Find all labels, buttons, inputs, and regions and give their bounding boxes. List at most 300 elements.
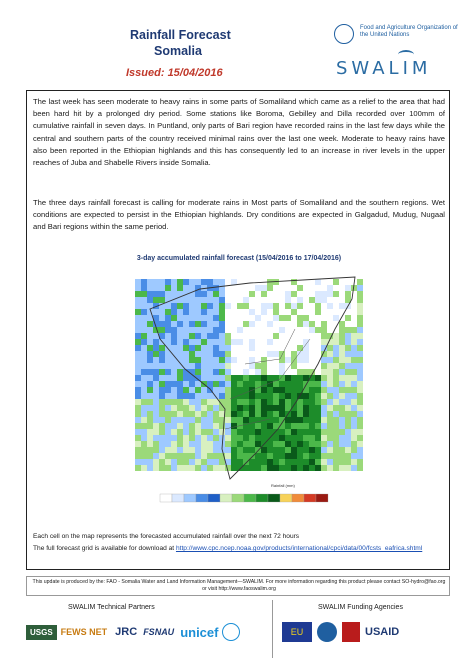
- rainfall-cell: [333, 393, 339, 399]
- rainfall-cell: [267, 417, 273, 423]
- rainfall-cell: [345, 321, 351, 327]
- footer-credit-box: [26, 576, 450, 596]
- rainfall-cell: [339, 363, 345, 369]
- title-line1: Rainfall Forecast: [130, 28, 231, 42]
- rainfall-cell: [225, 387, 231, 393]
- rainfall-cell: [225, 369, 231, 375]
- rainfall-cell: [243, 351, 249, 357]
- rainfall-cell: [141, 315, 147, 321]
- rainfall-cell: [135, 339, 141, 345]
- issued-date: Issued: 15/04/2016: [126, 67, 223, 79]
- rainfall-cell: [195, 441, 201, 447]
- rainfall-cell: [357, 459, 363, 465]
- rainfall-cell: [177, 375, 183, 381]
- rainfall-cell: [273, 393, 279, 399]
- rainfall-cell: [267, 375, 273, 381]
- rainfall-cell: [315, 369, 321, 375]
- rainfall-cell: [339, 309, 345, 315]
- rainfall-cell: [261, 333, 267, 339]
- rainfall-cell: [189, 459, 195, 465]
- rainfall-cell: [345, 453, 351, 459]
- rainfall-cell: [213, 303, 219, 309]
- rainfall-cell: [273, 375, 279, 381]
- rainfall-cell: [243, 357, 249, 363]
- rainfall-cell: [195, 429, 201, 435]
- rainfall-cell: [243, 381, 249, 387]
- rainfall-cell: [237, 327, 243, 333]
- rainfall-cell: [177, 351, 183, 357]
- rainfall-cell: [237, 285, 243, 291]
- rainfall-cell: [249, 453, 255, 459]
- rainfall-cell: [231, 285, 237, 291]
- rainfall-cell: [327, 303, 333, 309]
- rainfall-cell: [159, 429, 165, 435]
- rainfall-cell: [141, 405, 147, 411]
- legend-swatch: [292, 494, 304, 502]
- rainfall-cell: [303, 429, 309, 435]
- rainfall-cell: [243, 399, 249, 405]
- rainfall-cell: [171, 429, 177, 435]
- rainfall-cell: [213, 321, 219, 327]
- rainfall-cell: [327, 387, 333, 393]
- rainfall-cell: [243, 333, 249, 339]
- rainfall-cell: [213, 381, 219, 387]
- rainfall-cell: [159, 297, 165, 303]
- rainfall-cell: [315, 381, 321, 387]
- rainfall-cell: [297, 435, 303, 441]
- rainfall-cell: [339, 393, 345, 399]
- rainfall-cell: [339, 333, 345, 339]
- paragraph-2: The three days rainfall forecast is calling for moderate rains in Most parts of Somaliland and the southern regions. Wet conditions are expected to persist in the Ethiopian highlands. Dry conditions are expected in Galgadud, Mudug, Nugaal and Bari regions within the same period.: [33, 198, 445, 232]
- rainfall-cell: [153, 435, 159, 441]
- rainfall-cell: [165, 399, 171, 405]
- rainfall-cell: [165, 315, 171, 321]
- title-line2: Somalia: [154, 44, 202, 58]
- rainfall-cell: [195, 387, 201, 393]
- rainfall-cell: [141, 369, 147, 375]
- rainfall-cell: [255, 411, 261, 417]
- rainfall-cell: [147, 405, 153, 411]
- rainfall-cell: [339, 417, 345, 423]
- rainfall-cell: [207, 447, 213, 453]
- rainfall-cell: [243, 387, 249, 393]
- rainfall-cell: [297, 345, 303, 351]
- rainfall-cell: [165, 291, 171, 297]
- rainfall-cell: [225, 363, 231, 369]
- rainfall-cell: [207, 351, 213, 357]
- rainfall-cell: [225, 435, 231, 441]
- rainfall-cell: [153, 351, 159, 357]
- rainfall-cell: [285, 453, 291, 459]
- rainfall-cell: [315, 399, 321, 405]
- rainfall-cell: [345, 285, 351, 291]
- rainfall-cell: [213, 423, 219, 429]
- rainfall-cell: [189, 363, 195, 369]
- note-map-cells: Each cell on the map represents the forecasted accumulated rainfall over the next 72 hours: [33, 533, 300, 540]
- rainfall-cell: [201, 465, 207, 471]
- paragraph-1: The last week has seen moderate to heavy rains in some parts of Somaliland which came as a relief to the area that had been hard hit by a prolonged dry period. Some stations like Boroma, Gebilley and Dilla recorded over 100mm of cumulative rainfall in seven days. In Puntland, only parts of Bari region have recorded rains in the last few days while the central and southern parts of the country received minimal rains over the last one week. Moderate to heavy rains have also been reported in the Ethiopian highlands and this has consequently led to an increase in river levels in the upper reaches of Juba and Shabelle Rivers inside Somalia.: [33, 97, 445, 168]
- rainfall-cell: [231, 423, 237, 429]
- rainfall-cell: [165, 393, 171, 399]
- rainfall-cell: [171, 291, 177, 297]
- rainfall-cell: [279, 369, 285, 375]
- rainfall-map: [130, 269, 370, 525]
- rainfall-cell: [297, 459, 303, 465]
- download-link[interactable]: http://www.cpc.ncep.noaa.gov/products/international/cpci/data/00/fcsts_eafrica.shtml: [175, 545, 423, 552]
- rainfall-cell: [243, 285, 249, 291]
- rainfall-cell: [285, 315, 291, 321]
- rainfall-cell: [231, 453, 237, 459]
- rainfall-cell: [141, 393, 147, 399]
- rainfall-cell: [135, 297, 141, 303]
- rainfall-cell: [291, 417, 297, 423]
- rainfall-cell: [321, 315, 327, 321]
- rainfall-cell: [261, 303, 267, 309]
- rainfall-cell: [321, 369, 327, 375]
- rainfall-cell: [315, 393, 321, 399]
- rainfall-cell: [285, 465, 291, 471]
- rainfall-cell: [183, 333, 189, 339]
- rainfall-cell: [333, 459, 339, 465]
- rainfall-cell: [159, 465, 165, 471]
- rainfall-cell: [327, 447, 333, 453]
- rainfall-cell: [177, 279, 183, 285]
- rainfall-cell: [309, 465, 315, 471]
- rainfall-cell: [321, 393, 327, 399]
- rainfall-cell: [351, 399, 357, 405]
- rainfall-cell: [195, 411, 201, 417]
- rainfall-cell: [255, 405, 261, 411]
- rainfall-cell: [225, 333, 231, 339]
- rainfall-cell: [231, 375, 237, 381]
- rainfall-cell: [273, 465, 279, 471]
- rainfall-cell: [285, 279, 291, 285]
- rainfall-cell: [333, 285, 339, 291]
- rainfall-cell: [291, 465, 297, 471]
- rainfall-cell: [309, 447, 315, 453]
- rainfall-cell: [237, 369, 243, 375]
- rainfall-cell: [273, 321, 279, 327]
- rainfall-cell: [321, 297, 327, 303]
- rainfall-cell: [261, 405, 267, 411]
- rainfall-cell: [339, 399, 345, 405]
- rainfall-cell: [333, 453, 339, 459]
- rainfall-cell: [285, 345, 291, 351]
- rainfall-cell: [171, 303, 177, 309]
- rainfall-cell: [297, 417, 303, 423]
- rainfall-cell: [255, 297, 261, 303]
- rainfall-cell: [213, 309, 219, 315]
- rainfall-cell: [297, 405, 303, 411]
- rainfall-cell: [345, 315, 351, 321]
- rainfall-cell: [237, 459, 243, 465]
- rainfall-cell: [321, 411, 327, 417]
- rainfall-cell: [141, 375, 147, 381]
- rainfall-cell: [303, 423, 309, 429]
- rainfall-cell: [177, 381, 183, 387]
- rainfall-cell: [183, 279, 189, 285]
- rainfall-cell: [309, 351, 315, 357]
- rainfall-cell: [141, 357, 147, 363]
- rainfall-cell: [141, 411, 147, 417]
- rainfall-cell: [357, 375, 363, 381]
- rainfall-cell: [201, 369, 207, 375]
- rainfall-cell: [333, 339, 339, 345]
- rainfall-cell: [303, 327, 309, 333]
- rainfall-cell: [177, 465, 183, 471]
- rainfall-cell: [315, 297, 321, 303]
- rainfall-cell: [147, 351, 153, 357]
- rainfall-cell: [345, 465, 351, 471]
- rainfall-cell: [207, 393, 213, 399]
- rainfall-cell: [201, 441, 207, 447]
- rainfall-cell: [135, 357, 141, 363]
- rainfall-cell: [147, 369, 153, 375]
- rainfall-cell: [135, 465, 141, 471]
- rainfall-cell: [213, 339, 219, 345]
- rainfall-cell: [141, 327, 147, 333]
- rainfall-cell: [357, 315, 363, 321]
- rainfall-cell: [195, 309, 201, 315]
- rainfall-cell: [171, 441, 177, 447]
- rainfall-cell: [189, 315, 195, 321]
- rainfall-cell: [207, 459, 213, 465]
- rainfall-cell: [201, 357, 207, 363]
- rainfall-cell: [225, 375, 231, 381]
- rainfall-cell: [189, 399, 195, 405]
- rainfall-cell: [291, 459, 297, 465]
- rainfall-cell: [153, 411, 159, 417]
- rainfall-cell: [135, 441, 141, 447]
- rainfall-cell: [303, 459, 309, 465]
- rainfall-cell: [153, 363, 159, 369]
- rainfall-cell: [177, 369, 183, 375]
- rainfall-cell: [231, 411, 237, 417]
- rainfall-cell: [201, 279, 207, 285]
- rainfall-cell: [345, 399, 351, 405]
- rainfall-cell: [309, 291, 315, 297]
- rainfall-cell: [231, 357, 237, 363]
- rainfall-cell: [219, 315, 225, 321]
- rainfall-cell: [171, 321, 177, 327]
- rainfall-cell: [201, 375, 207, 381]
- rainfall-cell: [135, 303, 141, 309]
- rainfall-cell: [345, 363, 351, 369]
- rainfall-cell: [219, 387, 225, 393]
- rainfall-cell: [207, 315, 213, 321]
- rainfall-cell: [195, 351, 201, 357]
- rainfall-cell: [285, 291, 291, 297]
- rainfall-cell: [195, 399, 201, 405]
- rainfall-cell: [327, 279, 333, 285]
- rainfall-cell: [231, 447, 237, 453]
- rainfall-cell: [231, 351, 237, 357]
- rainfall-cell: [177, 339, 183, 345]
- rainfall-cell: [147, 465, 153, 471]
- rainfall-cell: [237, 363, 243, 369]
- rainfall-cell: [171, 465, 177, 471]
- rainfall-cell: [315, 411, 321, 417]
- rainfall-cell: [327, 405, 333, 411]
- rainfall-cell: [135, 375, 141, 381]
- rainfall-cell: [315, 333, 321, 339]
- rainfall-cell: [261, 327, 267, 333]
- rainfall-cell: [225, 339, 231, 345]
- rainfall-cell: [315, 453, 321, 459]
- rainfall-cell: [147, 285, 153, 291]
- rainfall-cell: [285, 447, 291, 453]
- rainfall-cell: [279, 411, 285, 417]
- rainfall-cell: [183, 357, 189, 363]
- rainfall-cell: [147, 411, 153, 417]
- rainfall-cell: [345, 411, 351, 417]
- rainfall-cell: [207, 375, 213, 381]
- rainfall-cell: [327, 423, 333, 429]
- rainfall-cell: [261, 339, 267, 345]
- rainfall-cell: [171, 285, 177, 291]
- rainfall-cell: [237, 321, 243, 327]
- rainfall-cell: [261, 297, 267, 303]
- rainfall-cell: [165, 327, 171, 333]
- rainfall-cell: [267, 285, 273, 291]
- rainfall-cell: [189, 279, 195, 285]
- rainfall-cell: [279, 381, 285, 387]
- rainfall-cell: [279, 285, 285, 291]
- rainfall-cell: [273, 381, 279, 387]
- rainfall-cell: [153, 339, 159, 345]
- rainfall-cell: [285, 321, 291, 327]
- rainfall-cell: [201, 423, 207, 429]
- rainfall-cell: [177, 309, 183, 315]
- rainfall-cell: [171, 345, 177, 351]
- rainfall-cell: [171, 327, 177, 333]
- rainfall-cell: [213, 411, 219, 417]
- rainfall-cell: [267, 423, 273, 429]
- rainfall-cell: [171, 393, 177, 399]
- rainfall-cell: [339, 279, 345, 285]
- rainfall-cell: [333, 315, 339, 321]
- rainfall-cell: [249, 285, 255, 291]
- rainfall-cell: [291, 447, 297, 453]
- rainfall-cell: [321, 339, 327, 345]
- rainfall-cell: [207, 303, 213, 309]
- rainfall-cell: [261, 429, 267, 435]
- legend-swatch: [316, 494, 328, 502]
- rainfall-cell: [291, 363, 297, 369]
- rainfall-cell: [351, 417, 357, 423]
- rainfall-cell: [177, 429, 183, 435]
- rainfall-cell: [321, 405, 327, 411]
- rainfall-cell: [189, 465, 195, 471]
- rainfall-cell: [165, 369, 171, 375]
- rainfall-cell: [189, 411, 195, 417]
- rainfall-cell: [195, 459, 201, 465]
- fews-net-logo: FEWS NET: [60, 627, 108, 637]
- rainfall-cell: [189, 387, 195, 393]
- rainfall-cell: [171, 447, 177, 453]
- rainfall-cell: [327, 291, 333, 297]
- rainfall-cell: [279, 315, 285, 321]
- rainfall-cell: [207, 339, 213, 345]
- rainfall-cell: [189, 441, 195, 447]
- rainfall-cell: [327, 309, 333, 315]
- rainfall-cell: [153, 447, 159, 453]
- rainfall-cell: [201, 333, 207, 339]
- rainfall-cell: [309, 459, 315, 465]
- rainfall-cell: [333, 387, 339, 393]
- rainfall-cell: [327, 297, 333, 303]
- rainfall-cell: [255, 423, 261, 429]
- rainfall-cell: [171, 381, 177, 387]
- rainfall-cell: [141, 303, 147, 309]
- rainfall-cell: [225, 327, 231, 333]
- rainfall-cell: [147, 435, 153, 441]
- rainfall-cell: [141, 297, 147, 303]
- rainfall-cell: [249, 279, 255, 285]
- rainfall-cell: [303, 399, 309, 405]
- rainfall-cell: [141, 417, 147, 423]
- rainfall-cell: [243, 453, 249, 459]
- rainfall-cell: [339, 405, 345, 411]
- rainfall-cell: [237, 357, 243, 363]
- rainfall-cell: [249, 369, 255, 375]
- rainfall-cell: [303, 411, 309, 417]
- rainfall-cell: [141, 381, 147, 387]
- rainfall-cell: [141, 423, 147, 429]
- rainfall-cell: [279, 339, 285, 345]
- rainfall-cell: [345, 345, 351, 351]
- rainfall-cell: [273, 327, 279, 333]
- rainfall-cell: [249, 411, 255, 417]
- rainfall-cell: [339, 291, 345, 297]
- rainfall-cell: [291, 393, 297, 399]
- rainfall-cell: [207, 429, 213, 435]
- rainfall-cell: [177, 405, 183, 411]
- rainfall-cell: [171, 423, 177, 429]
- rainfall-cell: [333, 351, 339, 357]
- rainfall-cell: [141, 309, 147, 315]
- rainfall-cell: [333, 429, 339, 435]
- rainfall-cell: [225, 345, 231, 351]
- rainfall-cell: [249, 447, 255, 453]
- legend-label: Rainfall (mm): [271, 483, 295, 488]
- rainfall-cell: [177, 453, 183, 459]
- rainfall-cell: [189, 381, 195, 387]
- rainfall-cell: [303, 321, 309, 327]
- rainfall-cell: [279, 303, 285, 309]
- rainfall-cell: [345, 435, 351, 441]
- rainfall-cell: [339, 327, 345, 333]
- rainfall-cell: [207, 423, 213, 429]
- rainfall-cell: [291, 453, 297, 459]
- rainfall-cell: [261, 411, 267, 417]
- rainfall-cell: [255, 369, 261, 375]
- rainfall-cell: [309, 441, 315, 447]
- rainfall-cell: [147, 321, 153, 327]
- rainfall-cell: [153, 291, 159, 297]
- rainfall-cell: [351, 369, 357, 375]
- rainfall-cell: [315, 423, 321, 429]
- rainfall-cell: [243, 393, 249, 399]
- rainfall-cell: [261, 321, 267, 327]
- rainfall-cell: [297, 465, 303, 471]
- rainfall-cell: [333, 297, 339, 303]
- rainfall-cell: [165, 441, 171, 447]
- rainfall-cell: [135, 393, 141, 399]
- footer-divider: [272, 600, 273, 658]
- rainfall-cell: [231, 405, 237, 411]
- rainfall-cell: [273, 405, 279, 411]
